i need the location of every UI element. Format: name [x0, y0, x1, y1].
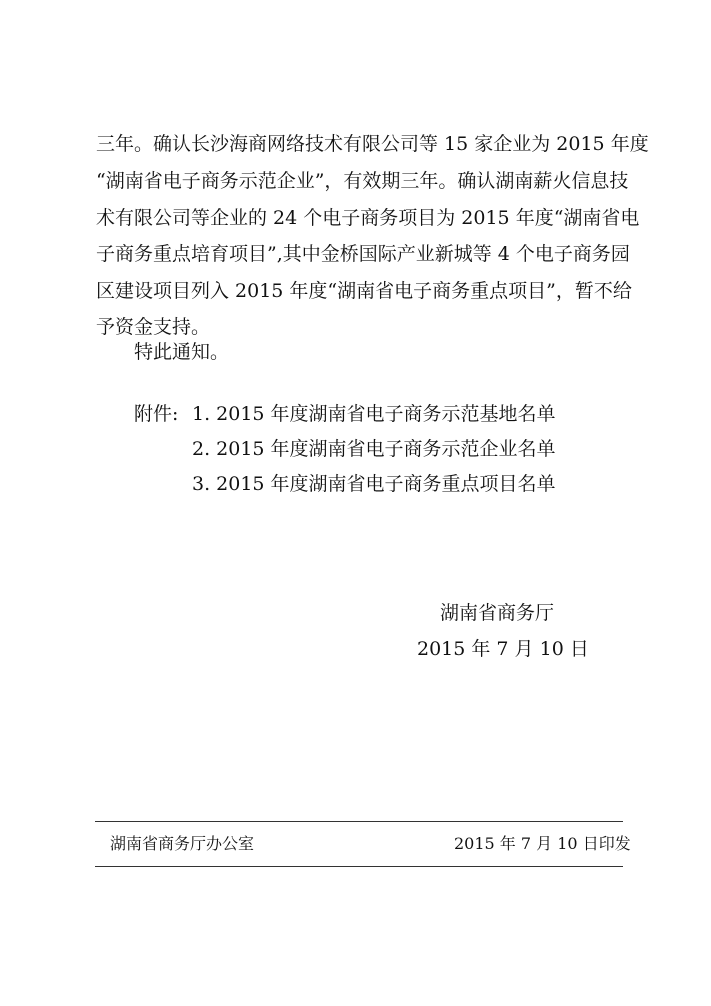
attachment-item-1: 1. 2015 年度湖南省电子商务示范基地名单	[192, 403, 556, 425]
signature-org: 湖南省商务厅	[440, 602, 555, 624]
body-line-2: “湖南省电子商务示范企业”，有效期三年。确认湖南薪火信息技	[96, 170, 629, 192]
footer-issue-date: 2015 年 7 月 10 日印发	[454, 834, 631, 853]
attachment-label: 附件:	[134, 403, 179, 425]
body-line-1: 三年。确认长沙海商网络技术有限公司等 15 家企业为 2015 年度	[96, 133, 649, 155]
footer-bottom-rule	[95, 866, 623, 867]
body-line-3: 术有限公司等企业的 24 个电子商务项目为 2015 年度“湖南省电	[96, 207, 640, 229]
attachment-item-3: 3. 2015 年度湖南省电子商务重点项目名单	[192, 473, 556, 495]
footer-top-rule	[95, 821, 623, 822]
body-line-6: 予资金支持。	[96, 316, 211, 338]
body-line-5: 区建设项目列入 2015 年度“湖南省电子商务重点项目”，暂不给	[96, 280, 632, 302]
body-line-4: 子商务重点培育项目”,其中金桥国际产业新城等 4 个电子商务园	[96, 243, 630, 265]
closing-line: 特此通知。	[134, 341, 230, 363]
attachment-item-2: 2. 2015 年度湖南省电子商务示范企业名单	[192, 438, 556, 460]
signature-date: 2015 年 7 月 10 日	[417, 638, 589, 660]
footer-issuer: 湖南省商务厅办公室	[110, 834, 255, 853]
